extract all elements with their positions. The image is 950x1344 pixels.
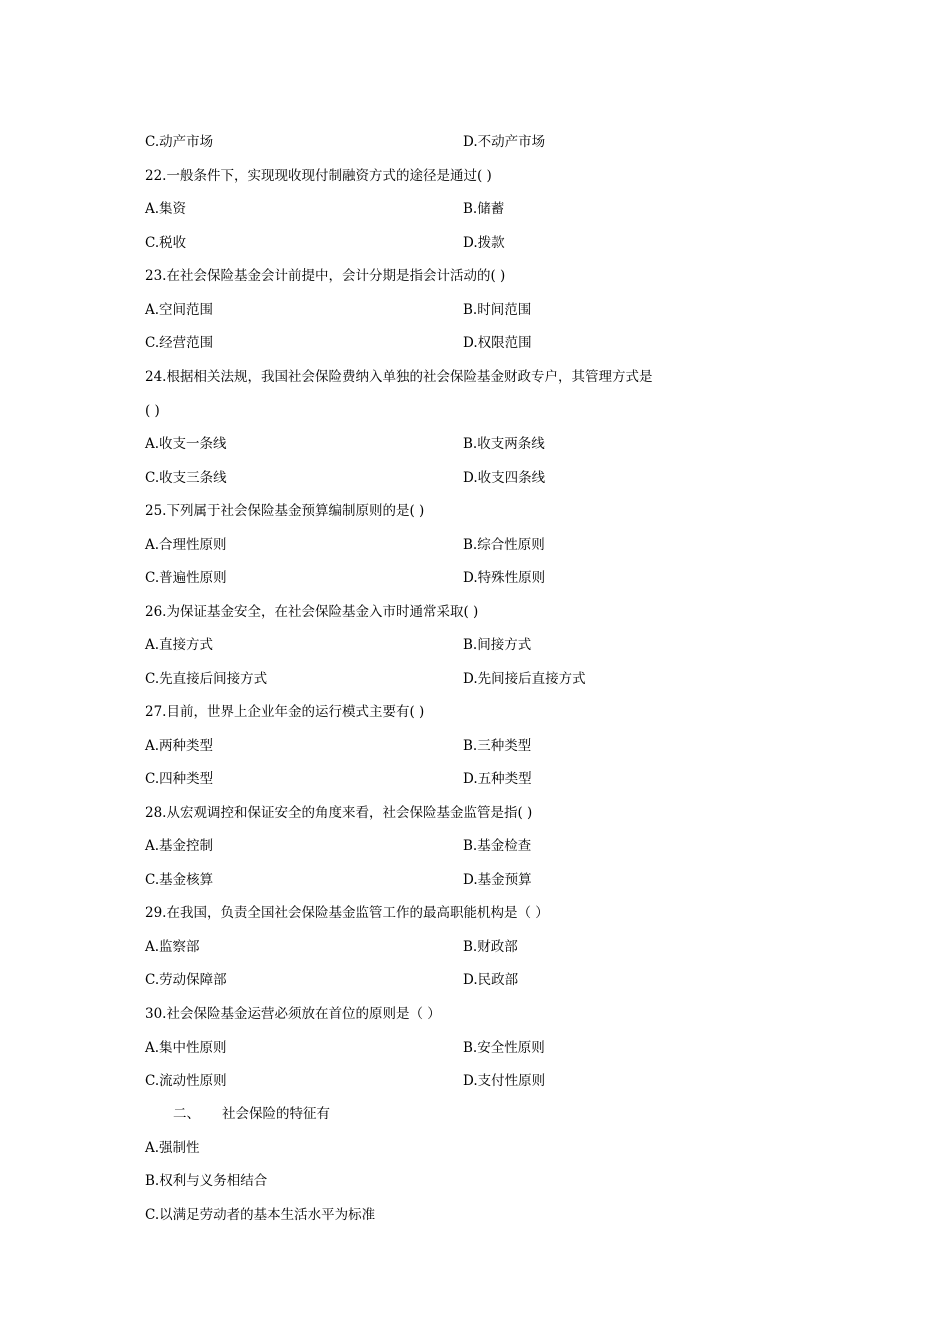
option-22b: B.储蓄 (463, 201, 505, 217)
option-24c: C.收支三条线 (145, 470, 227, 486)
question-24-paren: ( ) (145, 403, 160, 419)
option-28d: D.基金预算 (463, 872, 532, 888)
option-27c: C.四种类型 (145, 771, 214, 787)
option-27a: A.两种类型 (145, 738, 214, 754)
option-23d: D.权限范围 (463, 335, 532, 351)
option-28b: B.基金检查 (463, 838, 532, 854)
option-28c: C.基金核算 (145, 872, 214, 888)
question-30: 30.社会保险基金运营必须放在首位的原则是（ ） (145, 1006, 441, 1022)
option-27d: D.五种类型 (463, 771, 532, 787)
option-30c: C.流动性原则 (145, 1073, 227, 1089)
option-27b: B.三种类型 (463, 738, 532, 754)
option-24a: A.收支一条线 (145, 436, 227, 452)
option-26b: B.间接方式 (463, 637, 532, 653)
option-29a: A.监察部 (145, 939, 200, 955)
question-28: 28.从宏观调控和保证安全的角度来看，社会保险基金监管是指( ) (145, 805, 533, 821)
question-24: 24.根据相关法规，我国社会保险费纳入单独的社会保险基金财政专户，其管理方式是 (145, 369, 653, 385)
option-29d: D.民政部 (463, 972, 519, 988)
tail-option-b: B.权利与义务相结合 (145, 1173, 268, 1189)
option-21d: D.不动产市场 (463, 134, 546, 150)
question-26: 26.为保证基金安全，在社会保险基金入市时通常采取( ) (145, 604, 479, 620)
option-30b: B.安全性原则 (463, 1040, 545, 1056)
option-22c: C.税收 (145, 235, 187, 251)
option-22a: A.集资 (145, 201, 187, 217)
tail-option-c: C.以满足劳动者的基本生活水平为标准 (145, 1207, 376, 1223)
option-23c: C.经营范围 (145, 335, 214, 351)
option-24b: B.收支两条线 (463, 436, 545, 452)
question-25: 25.下列属于社会保险基金预算编制原则的是( ) (145, 503, 425, 519)
option-26c: C.先直接后间接方式 (145, 671, 268, 687)
option-29c: C.劳动保障部 (145, 972, 227, 988)
option-26a: A.直接方式 (145, 637, 214, 653)
option-30d: D.支付性原则 (463, 1073, 546, 1089)
question-23: 23.在社会保险基金会计前提中，会计分期是指会计活动的( ) (145, 268, 506, 284)
option-23b: B.时间范围 (463, 302, 532, 318)
option-23a: A.空间范围 (145, 302, 214, 318)
option-28a: A.基金控制 (145, 838, 214, 854)
option-21c: C.动产市场 (145, 134, 214, 150)
option-25c: C.普遍性原则 (145, 570, 227, 586)
option-30a: A.集中性原则 (145, 1040, 227, 1056)
option-26d: D.先间接后直接方式 (463, 671, 586, 687)
question-22: 22.一般条件下，实现现收现付制融资方式的途径是通过( ) (145, 168, 492, 184)
option-24d: D.收支四条线 (463, 470, 546, 486)
option-29b: B.财政部 (463, 939, 518, 955)
section-number: 二、 (173, 1106, 200, 1122)
option-25b: B.综合性原则 (463, 537, 545, 553)
section-heading (173, 1105, 330, 1123)
question-29: 29.在我国，负责全国社会保险基金监管工作的最高职能机构是（ ） (145, 905, 549, 921)
option-22d: D.拨款 (463, 235, 505, 251)
tail-option-a: A.强制性 (145, 1140, 200, 1156)
option-25d: D.特殊性原则 (463, 570, 546, 586)
section-title: 社会保险的特征有 (222, 1106, 330, 1122)
option-25a: A.合理性原则 (145, 537, 227, 553)
question-27: 27.目前，世界上企业年金的运行模式主要有( ) (145, 704, 425, 720)
